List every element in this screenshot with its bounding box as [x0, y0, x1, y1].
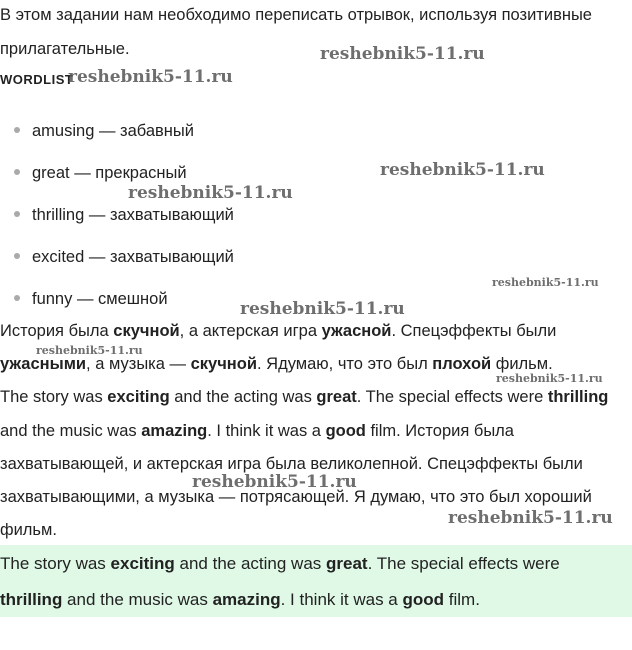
watermark: reshebnik5-11.ru — [192, 472, 357, 492]
bullet-icon — [14, 295, 20, 301]
translation-line-3: фильм. — [0, 521, 57, 539]
intro-line-2: прилагательные. — [0, 40, 130, 58]
watermark: reshebnik5-11.ru — [448, 508, 613, 528]
answer-box — [0, 545, 632, 617]
rewritten-text-line-2: and the music was amazing. I think it was a good film. История была — [0, 422, 514, 440]
original-text-line-1: История была скучной, а актерская игра ужасной. Спецэффекты были — [0, 322, 557, 340]
watermark: reshebnik5-11.ru — [36, 344, 143, 357]
answer-line-1: The story was exciting and the acting was great. The special effects were — [0, 554, 560, 573]
bullet-icon — [14, 169, 20, 175]
watermark: reshebnik5-11.ru — [68, 67, 233, 87]
wordlist-heading: WORDLIST — [0, 72, 74, 87]
list-item: amusing — забавный — [14, 122, 314, 141]
watermark: reshebnik5-11.ru — [496, 372, 603, 385]
watermark: reshebnik5-11.ru — [492, 276, 599, 289]
watermark: reshebnik5-11.ru — [240, 299, 405, 319]
rewritten-text-line-1: The story was exciting and the acting was great. The special effects were thrilling — [0, 388, 609, 406]
bullet-icon — [14, 127, 20, 133]
translation-line-2: захватывающими, а музыка — потрясающей. Я думаю, что это был хороший — [0, 488, 592, 506]
list-item: great — прекрасный — [14, 164, 314, 183]
list-item: thrilling — захватывающий — [14, 206, 314, 225]
translation-line-1: захватывающей, и актерская игра была великолепной. Спецэффекты были — [0, 455, 583, 473]
bullet-icon — [14, 211, 20, 217]
list-item: excited — захватывающий — [14, 248, 314, 267]
list-item: funny — смешной — [14, 290, 314, 309]
watermark: reshebnik5-11.ru — [320, 44, 485, 64]
watermark: reshebnik5-11.ru — [128, 183, 293, 203]
answer-line-2: thrilling and the music was amazing. I think it was a good film. — [0, 590, 480, 609]
intro-line-1: В этом задании нам необходимо переписать отрывок, используя позитивные — [0, 6, 592, 24]
original-text-line-2: ужасными, а музыка — скучной. Ядумаю, что это был плохой фильм. — [0, 355, 553, 373]
bullet-icon — [14, 253, 20, 259]
watermark: reshebnik5-11.ru — [380, 160, 545, 180]
